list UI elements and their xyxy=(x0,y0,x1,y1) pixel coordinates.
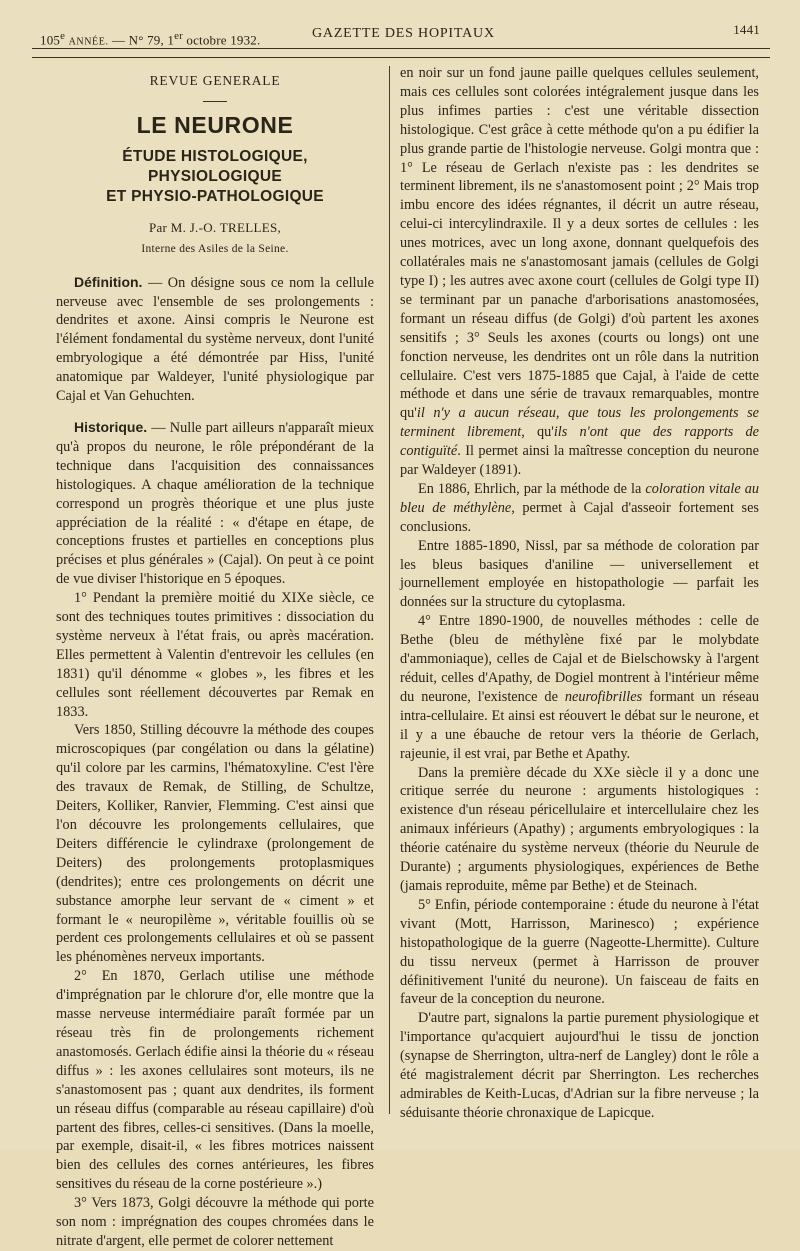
paragraph: 5° Enfin, période contemporaine : étude du neurone à l'état vivant (Mott, Harrisson, Marinesco) ; expérience histopathologique de la guerre (Nageotte-Lhermitte). Culture du tissu nerveux (permet à Harrisson de prouver définitivement l'unité du neurone). Un faisceau de faits en faveur de la conception du neurone. xyxy=(400,896,759,1008)
header-rule xyxy=(32,48,770,49)
paragraph-continued: en noir sur un fond jaune paille quelques cellules seulement, mais ces cellules sont colorées intégralement jusque dans les plus infimes parties : c'est une véritable dissection histologique. C'est grâce à cette méthode qu'on a pu édifier la plus grande partie de l'histologie nerveuse. Golgi montra que : 1° Le réseau de Gerlach n'existe pas : les dendrites se terminent librement, ils ne s'anastomosent point ; 2° Mais trop imbu encore des idées régnantes, il décrit un autre réseau, celui-ci intercylindraxile. Il y a deux sortes de cellules : les unes motrices, avec un long axone, donnant quelquefois des collatérales mais ne s'anastomosant jamais (cellules de Golgi type I) ; les autres avec axone court (cellules de Golgi type II) se terminant par un panache d'arborisations anastomosées, formant un réseau diffus (de Golgi) d'où partent les axones sensitifs ; 3° Seuls les axones (courts ou longs) ont une fonction nerveuse, les dendrites ont un rôle dans la nutrition cellulaire. C'est vers 1875-1885 que Cajal, à l'aide de cette méthode et dans une série de travaux remarquables, montre qu'il n'y a aucun réseau, que tous les prolongements se terminent librement, qu'ils n'ont que des rapports de contiguïté. Il permet ainsi la maîtresse conception du neurone par Waldeyer (1891). xyxy=(400,65,760,479)
kicker-rule xyxy=(203,101,227,102)
issue-info: 105e ANNÉE. — N° 79, 1er octobre 1932. xyxy=(40,30,261,48)
paragraph: 3° Vers 1873, Golgi découvre la méthode qui porte son nom : imprégnation des coupes chromées dans le nitrate d'argent, elle permet de colorer nettement xyxy=(56,1195,374,1249)
paragraph: Dans la première décade du XXe siècle il y a donc une critique serrée du neurone : arguments histologiques : existence d'un réseau péricellulaire et intercellulaire chez les animaux inférieurs (Apathy) ; arguments embryologiques : la théorie caténaire du système nerveux (théorie du Neurule de Durante) ; arguments physiologiques, expériences de Bethe (jamais reproduite, même par Bethe) et de Steinach. xyxy=(400,764,759,894)
left-column xyxy=(56,64,374,1251)
paragraph: 1° Pendant la première moitié du XIXe siècle, ce sont des techniques toutes primitives : dissociation du système nerveux à l'état frais, ou après macération. Elles permettent à Valentin d'entrevoir les cellules (en 1831) qu'il dénomme « globes », les fibres et les cellules sont réellement découvertes par Remak en 1833. xyxy=(56,590,374,720)
runin-heading: Définition. xyxy=(74,273,143,290)
paragraph: Vers 1850, Stilling découvre la méthode des coupes microscopiques (par congélation ou dans la gélatine) qu'il colore par les carmins, l'hématoxyline. C'est l'ère des travaux de Remak, de Stilling, de Schultze, Deiters, Kolliker, Ranvier, Flemming. C'est ainsi que l'on découvre les prolongements cellulaires, que Deiters différencie le cylindraxe (prolongement de Deiters) des prolongements protoplasmiques (dendrites); entre ces prolongements on décrit une substance amorphe leur servant de « ciment » et formant le « neuropilème », véritable fouillis où se perdent ces prolongements cellulaires et où se passent les phénomènes nerveux importants. xyxy=(56,722,374,966)
page-number: 1441 xyxy=(733,22,760,37)
paragraph-historique: Historique. — Nulle part ailleurs n'apparaît mieux qu'à propos du neurone, le rôle prépondérant de la technique dans l'acquisition des connaissances histologiques. A chaque amélioration de la technique correspond un progrès théorique et une plus juste appréciation de la réalité : « d'étape en étape, de conceptions frustes et partielles en conceptions plus précises et plus générales » (Cajal). On peut à ce point de vue diviser l'historique en 5 époques. xyxy=(56,418,374,588)
author-affiliation: Interne des Asiles de la Seine. xyxy=(141,242,289,255)
paragraph: 2° En 1870, Gerlach utilise une méthode d'imprégnation par le chlorure d'or, elle montre que la masse nerveuse intermédiaire paraît formée par un réseau très fin de prolongements richement anastomosés. Gerlach édifie ainsi la théorie du « réseau diffus » : les axones cellulaires sont moteurs, ils ne s'anastomosent pas ; quant aux dendrites, ils forment un réseau diffus (comparable au réseau capillaire) d'où partent des fibres, celles-ci sensitives. (Dans la moelle, par exemple, disait-il, « les fibres motrices naissent bien des cellules des cornes antérieures, les fibres sensitives du réseau de la corne postérieure ».) xyxy=(56,968,374,1193)
runin-heading: Historique. xyxy=(74,418,148,435)
author-byline: Par M. J.-O. TRELLES, xyxy=(148,219,282,235)
right-column xyxy=(400,64,759,1123)
paragraph: D'autre part, signalons la partie purement physiologique et l'importance qu'acquiert aujourd'hui le tissu de jonction (synapse de Sherrington, ultra-nerf de Langley) dont le rôle a été magistralement décrit par Sherrington. Les recherches admirables de Keith-Lucas, d'Adrian sur la fibre nerveuse ; la séduisante théorie chronaxique de Lapicque. xyxy=(400,1010,759,1121)
column-divider xyxy=(389,66,390,1114)
journal-title: GAZETTE DES HOPITAUX xyxy=(312,26,495,41)
paragraph: En 1886, Ehrlich, par la méthode de la coloration vitale au bleu de méthylène, permet à Cajal d'asseoir fortement ses conclusions. xyxy=(400,480,759,535)
header-rule-double xyxy=(32,57,770,58)
article-subtitle: ÉTUDE HISTOLOGIQUE, PHYSIOLOGIQUE ET PHYSIO-PATHOLOGIQUE xyxy=(106,147,324,205)
paragraph: 4° Entre 1890-1900, de nouvelles méthodes : celle de Bethe (bleu de méthylène fixé par le molybdate d'ammoniaque), celles de Cajal et de Bielschowsky à l'argent réduit, celles d'Apathy, de Dogiel montrent à l'intérieur même du neurone, l'existence de neurofibrilles formant un réseau intra-cellulaire. Et ainsi est réouvert le débat sur le neurone, et il y a une ébauche de retour vers la théorie de Gerlach, rajeunie, il est vrai, par Bethe et Apathy. xyxy=(400,613,759,762)
paragraph-definition: Définition. — On désigne sous ce nom la cellule nerveuse avec l'ensemble de ses prolongements : dendrites et axone. Ainsi compris le Neurone est l'élément fondamental du système nerveux, dont l'unité embryologique a été démontrée par Hiss, l'unité anatomique par Waldeyer, l'unité physiologique par Cajal et Van Gehuchten. xyxy=(56,273,374,405)
running-head xyxy=(40,22,760,46)
paragraph: Entre 1885-1890, Nissl, par sa méthode de coloration par les bleus basiques d'aniline — universellement et journellement employée en histopathologie — parfait les données sur la structure du cytoplasma. xyxy=(400,537,759,611)
section-kicker: REVUE GENERALE xyxy=(149,73,281,88)
article-title: LE NEURONE xyxy=(136,111,294,138)
